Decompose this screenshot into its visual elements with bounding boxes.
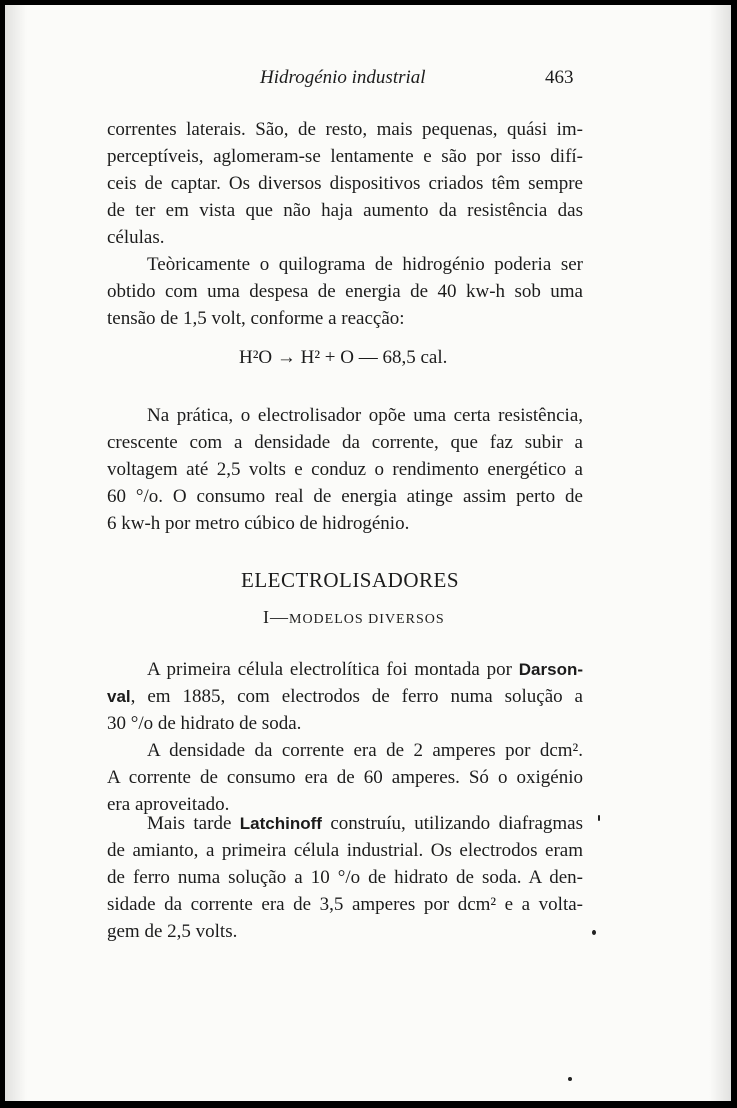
text-line: sidade da corrente era de 3,5 amperes por dcm² e a volta- bbox=[107, 894, 583, 915]
section-title: ELECTROLISADORES bbox=[241, 568, 459, 592]
text-line: voltagem até 2,5 volts e conduz o rendimento energético a bbox=[107, 459, 583, 480]
person-name-darsonval-cont: val bbox=[107, 687, 131, 706]
text-line: de ferro numa solução a 10 °/o de hidrato de soda. A den- bbox=[107, 867, 583, 888]
text-line: ceis de captar. Os diversos dispositivos criados têm sempre bbox=[107, 173, 583, 194]
text-line: A densidade da corrente era de 2 amperes por dcm². bbox=[147, 740, 583, 761]
page-number: 463 bbox=[545, 67, 574, 88]
person-name-latchinoff: Latchinoff bbox=[239, 814, 322, 833]
text-line: gem de 2,5 volts. bbox=[107, 921, 238, 942]
scanned-page bbox=[5, 5, 731, 1101]
subsection-title bbox=[263, 607, 445, 628]
text-line: de amianto, a primeira célula industrial. Os electrodos eram bbox=[107, 840, 583, 861]
chemical-formula: H²O → H² + O — 68,5 cal. bbox=[239, 347, 448, 368]
running-header-title: Hidrogénio industrial bbox=[260, 67, 426, 88]
text-line: células. bbox=[107, 227, 165, 248]
text-line: Na prática, o electrolisador opõe uma certa resistência, bbox=[147, 405, 583, 426]
text-line: 30 °/o de hidrato de soda. bbox=[107, 713, 302, 734]
scan-speck bbox=[598, 815, 600, 821]
text-line: crescente com a densidade da corrente, que faz subir a bbox=[107, 432, 583, 453]
left-page-shadow bbox=[5, 5, 27, 1101]
text-line: A corrente de consumo era de 60 amperes. Só o oxigénio bbox=[107, 767, 583, 788]
text-line: val, em 1885, com electrodos de ferro numa solução a bbox=[107, 686, 583, 707]
text-line: A primeira célula electrolítica foi montada por Darson- bbox=[147, 659, 583, 680]
text-line: correntes laterais. São, de resto, mais pequenas, quási im- bbox=[107, 119, 583, 140]
scan-speck bbox=[592, 930, 596, 935]
text-line: 60 °/o. O consumo real de energia atinge assim perto de bbox=[107, 486, 583, 507]
subsection-label: MODELOS DIVERSOS bbox=[289, 612, 445, 627]
text-line: Mais tarde Latchinoff construíu, utilizando diafragmas bbox=[147, 813, 583, 834]
right-page-shadow bbox=[709, 5, 731, 1101]
text-line: Teòricamente o quilograma de hidrogénio poderia ser bbox=[147, 254, 583, 275]
text-line: 6 kw-h por metro cúbico de hidrogénio. bbox=[107, 513, 410, 534]
person-name-darsonval: Darson- bbox=[518, 660, 583, 679]
text-line: de ter em vista que não haja aumento da resistência das bbox=[107, 200, 583, 221]
text-line: perceptíveis, aglomeram-se lentamente e são por isso difí- bbox=[107, 146, 583, 167]
scan-speck bbox=[568, 1077, 572, 1081]
text-line: tensão de 1,5 volt, conforme a reacção: bbox=[107, 308, 405, 329]
text-line: obtido com uma despesa de energia de 40 kw-h sob uma bbox=[107, 281, 583, 302]
subsection-prefix: I— bbox=[263, 607, 289, 627]
text-line: era aproveitado. bbox=[107, 794, 230, 815]
